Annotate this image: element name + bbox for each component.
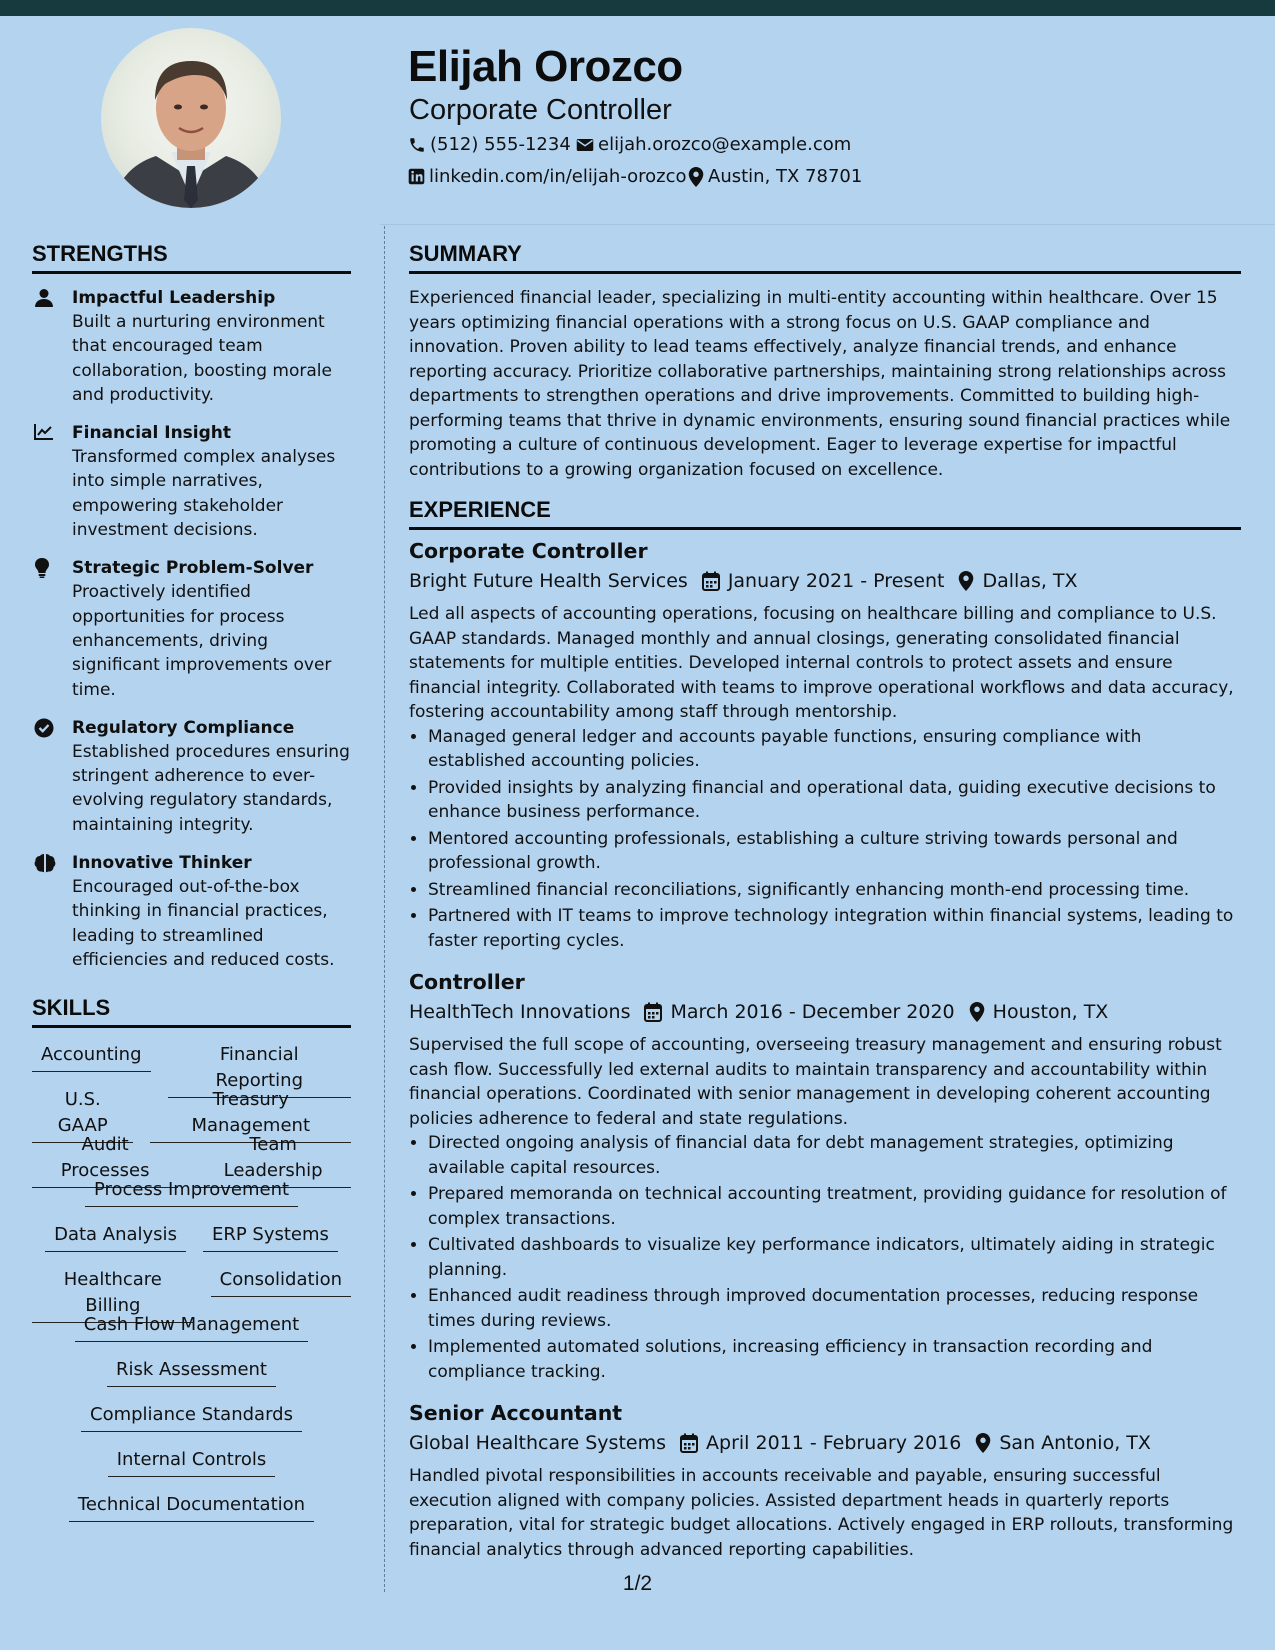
bullet-item: • Streamlined financial reconciliations, significantly enhancing month-end processing time.	[428, 878, 1241, 903]
skill-row	[32, 1312, 351, 1357]
strengths-heading: STRENGTHS	[32, 240, 351, 274]
strength-item	[32, 421, 351, 542]
strength-desc: Built a nurturing environment that encouraged team collaboration, boosting morale and productivity.	[72, 312, 332, 405]
phone-contact	[408, 134, 571, 155]
bullet-item: • Partnered with IT teams to improve technology integration within financial systems, leading to faster reporting cycles.	[428, 904, 1241, 953]
linkedin-icon	[408, 168, 425, 185]
skill-tag: Accounting	[32, 1042, 151, 1072]
map-marker-icon	[969, 1002, 985, 1022]
job-bullets	[409, 1131, 1241, 1384]
location-contact	[688, 166, 862, 187]
location-text: Austin, TX 78701	[708, 166, 863, 187]
bullet-item: • Managed general ledger and accounts payable functions, ensuring compliance with established accounting policies.	[428, 725, 1241, 774]
job-entry	[409, 967, 1241, 1384]
user-icon	[34, 288, 54, 308]
email-text[interactable]: elijah.orozco@example.com	[598, 134, 852, 155]
skill-tag: Financial Reporting	[168, 1042, 351, 1098]
summary-text: Experienced financial leader, specializing in multi-entity accounting within healthcare. Over 15 years optimizing financial operations with a strong focus on U.S. GAAP compliance and innovation. Proven ability to lead teams effectively, analyze financial trends, and enhance reporting accuracy. Prioritize collaborative partnerships, maintaining strong relationships across departments to strengthen operations and drive improvements. Committed to building high-performing teams that thrive in dynamic environments, ensuring sound financial practices while promoting a culture of continuous development. Eager to leverage expertise for impactful contributions to a growing organization focused on excellence.	[409, 288, 1231, 480]
strength-title: Impactful Leadership	[72, 288, 276, 308]
strength-desc: Proactively identified opportunities for process enhancements, driving significant improvements over time.	[72, 582, 332, 700]
chart-line-icon	[34, 423, 54, 441]
job-description: Handled pivotal responsibilities in accounts receivable and payable, ensuring successful execution aligned with company policies. Assisted department heads in quarterly reports preparation, vital for strategic budget allocations. Actively engaged in ERP rollouts, transforming financial analytics through advanced reporting capabilities.	[409, 1466, 1234, 1560]
phone-icon	[408, 136, 426, 154]
skill-tag: Risk Assessment	[107, 1357, 276, 1387]
strength-title: Innovative Thinker	[72, 853, 252, 874]
email-contact	[576, 134, 851, 155]
job-description: Led all aspects of accounting operations, focusing on healthcare billing and compliance to U.S. GAAP standards. Managed monthly and annual closings, generating consolidated financial statements for multiple entities. Developed internal controls to protect assets and ensure financial integrity. Collaborated with teams to improve operational workflows and data accuracy, fostering accountability among staff through mentorship.	[409, 604, 1234, 722]
job-title: Controller	[409, 970, 525, 994]
skill-row	[32, 1492, 351, 1537]
job-meta	[409, 997, 1241, 1027]
skill-tag: Healthcare Billing	[32, 1267, 194, 1323]
job-title: Corporate Controller	[409, 539, 648, 563]
linkedin-text[interactable]: linkedin.com/in/elijah-orozco	[429, 166, 687, 187]
bullet-item: • Enhanced audit readiness through improved documentation processes, reducing response times during reviews.	[428, 1284, 1241, 1333]
job-dates: March 2016 - December 2020	[670, 1001, 955, 1023]
candidate-name: Elijah Orozco	[408, 42, 683, 91]
job-company: HealthTech Innovations	[409, 1001, 631, 1023]
calendar-icon	[644, 1002, 662, 1022]
bullet-item: • Implemented automated solutions, increasing efficiency in transaction recording and compliance tracking.	[428, 1335, 1241, 1384]
experience-heading: EXPERIENCE	[409, 496, 1241, 530]
strength-title: Financial Insight	[72, 423, 232, 444]
strength-item	[32, 851, 351, 972]
strength-title: Regulatory Compliance	[72, 717, 295, 738]
header-divider	[380, 224, 1275, 225]
phone-text: (512) 555-1234	[430, 134, 571, 155]
brain-icon	[34, 853, 56, 873]
skill-row	[32, 1357, 351, 1402]
map-marker-icon	[975, 1433, 991, 1453]
strength-desc: Established procedures ensuring stringent adherence to ever-evolving regulatory standards, maintaining integrity.	[72, 741, 350, 835]
job-dates: January 2021 - Present	[727, 570, 945, 592]
candidate-title: Corporate Controller	[409, 94, 672, 126]
calendar-icon	[702, 571, 720, 591]
right-column	[409, 240, 1241, 1576]
job-dates: April 2011 - February 2016	[706, 1432, 962, 1454]
job-location: Dallas, TX	[982, 570, 1078, 592]
strength-item	[32, 716, 351, 837]
map-marker-icon	[958, 571, 974, 591]
skills-heading: SKILLS	[32, 994, 351, 1028]
job-description: Supervised the full scope of accounting, overseeing treasury management and ensuring robust cash flow. Successfully led external audits to maintain transparency and accountability within financial operations. Coordinated with senior management in developing coherent accounting policies adherence to federal and state regulations.	[409, 1035, 1222, 1129]
linkedin-contact	[408, 166, 687, 187]
strength-title: Strategic Problem-Solver	[72, 558, 314, 579]
profile-photo	[101, 28, 281, 208]
summary-heading: SUMMARY	[409, 240, 1241, 274]
skill-row	[32, 1042, 351, 1092]
check-circle-icon	[34, 718, 54, 738]
page-number: 1/2	[622, 1572, 653, 1595]
skill-tag: Cash Flow Management	[75, 1312, 309, 1342]
skill-row	[32, 1087, 351, 1137]
calendar-icon	[680, 1433, 698, 1453]
bullet-item: • Mentored accounting professionals, establishing a culture striving towards personal and professional growth.	[428, 827, 1241, 876]
skill-tag: Technical Documentation	[69, 1492, 314, 1522]
portrait-image	[101, 28, 281, 208]
skill-tag: Audit Processes	[32, 1132, 178, 1188]
strength-desc: Encouraged out-of-the-box thinking in financial practices, leading to streamlined efficiencies and reduced costs.	[72, 877, 335, 970]
bullet-item: • Cultivated dashboards to visualize key performance indicators, ultimately aiding in strategic planning.	[428, 1233, 1241, 1282]
skill-tag: U.S. GAAP	[32, 1087, 133, 1143]
top-bar	[0, 0, 1275, 16]
job-company: Bright Future Health Services	[409, 570, 688, 592]
left-column	[32, 240, 351, 1537]
skill-row	[32, 1222, 351, 1267]
skill-tag: Process Improvement	[85, 1177, 298, 1207]
envelope-icon	[576, 137, 594, 153]
job-title: Senior Accountant	[409, 1401, 623, 1425]
strength-item	[32, 286, 351, 407]
skill-tag: Consolidation	[211, 1267, 351, 1297]
skill-tag: ERP Systems	[203, 1222, 338, 1252]
job-bullets	[409, 725, 1241, 954]
bullet-item: • Directed ongoing analysis of financial data for debt management strategies, optimizing available capital resources.	[428, 1131, 1241, 1180]
column-divider	[384, 226, 385, 1592]
bullet-item: • Prepared memoranda on technical accounting treatment, providing guidance for resolution of complex transactions.	[428, 1182, 1241, 1231]
job-meta	[409, 566, 1241, 596]
strength-desc: Transformed complex analyses into simple narratives, empowering stakeholder investment decisions.	[72, 447, 336, 541]
lightbulb-icon	[34, 558, 50, 578]
skill-tag: Team Leadership	[195, 1132, 351, 1188]
bullet-item: • Provided insights by analyzing financial and operational data, guiding executive decisions to enhance business performance.	[428, 776, 1241, 825]
job-company: Global Healthcare Systems	[409, 1432, 667, 1454]
job-location: San Antonio, TX	[999, 1432, 1151, 1454]
skill-tag: Compliance Standards	[81, 1402, 302, 1432]
job-entry	[409, 536, 1241, 953]
strength-item	[32, 556, 351, 701]
skill-tag: Internal Controls	[108, 1447, 276, 1477]
job-meta	[409, 1428, 1241, 1458]
job-location: Houston, TX	[992, 1001, 1109, 1023]
skill-tag: Data Analysis	[45, 1222, 186, 1252]
skills-list	[32, 1042, 351, 1537]
skill-tag: Treasury Management	[150, 1087, 351, 1143]
job-entry	[409, 1398, 1241, 1562]
skill-row	[32, 1402, 351, 1447]
map-marker-icon	[688, 167, 704, 187]
skill-row	[32, 1447, 351, 1492]
skill-row	[32, 1267, 351, 1317]
